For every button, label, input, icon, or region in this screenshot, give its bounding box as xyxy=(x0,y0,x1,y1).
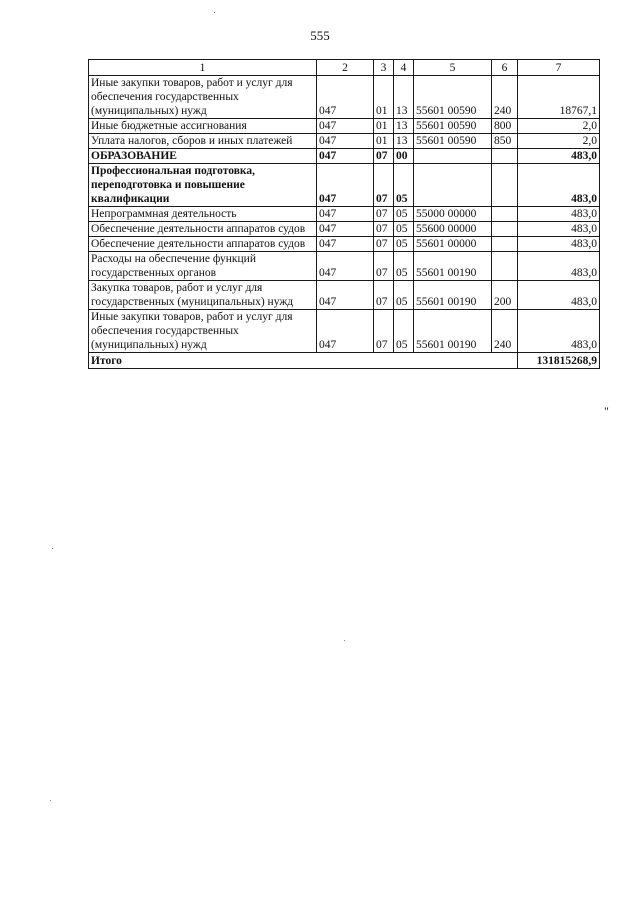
cell-amount: 483,0 xyxy=(518,149,600,164)
table-row xyxy=(89,237,600,252)
cell-ved: 047 xyxy=(317,207,374,222)
table-row xyxy=(89,164,600,207)
cell-name: Непрограммная деятельность xyxy=(89,207,317,222)
cell-vr xyxy=(492,222,518,237)
cell-ved: 047 xyxy=(317,149,374,164)
total-row xyxy=(89,353,600,369)
scan-speck xyxy=(52,548,53,549)
cell-pr: 13 xyxy=(394,134,414,149)
cell-ved: 047 xyxy=(317,119,374,134)
column-header: 7 xyxy=(518,60,600,76)
cell-csr xyxy=(414,164,492,207)
budget-table xyxy=(88,59,600,369)
cell-pr: 05 xyxy=(394,164,414,207)
cell-rz: 07 xyxy=(374,149,394,164)
cell-vr xyxy=(492,149,518,164)
scan-speck xyxy=(214,12,215,13)
cell-rz: 01 xyxy=(374,134,394,149)
closing-quote: " xyxy=(604,404,609,418)
column-header: 4 xyxy=(394,60,414,76)
scan-speck xyxy=(50,800,51,801)
cell-name: Расходы на обеспечение функций государственных органов xyxy=(89,252,317,281)
table-row xyxy=(89,119,600,134)
cell-vr: 240 xyxy=(492,76,518,119)
cell-amount: 2,0 xyxy=(518,134,600,149)
cell-rz: 07 xyxy=(374,207,394,222)
cell-csr: 55601 00590 xyxy=(414,119,492,134)
cell-rz: 07 xyxy=(374,237,394,252)
cell-name: Иные закупки товаров, работ и услуг для обеспечения государственных (муниципальных) нужд xyxy=(89,76,317,119)
cell-csr: 55601 00590 xyxy=(414,76,492,119)
total-label: Итого xyxy=(89,353,518,369)
cell-ved: 047 xyxy=(317,164,374,207)
table-row xyxy=(89,207,600,222)
cell-rz: 01 xyxy=(374,76,394,119)
cell-csr: 55000 00000 xyxy=(414,207,492,222)
cell-amount: 483,0 xyxy=(518,237,600,252)
cell-ved: 047 xyxy=(317,237,374,252)
table-row xyxy=(89,252,600,281)
table-row xyxy=(89,149,600,164)
cell-csr: 55601 00590 xyxy=(414,134,492,149)
cell-rz: 07 xyxy=(374,310,394,353)
cell-rz: 07 xyxy=(374,164,394,207)
page-number: 555 xyxy=(310,28,330,43)
cell-csr: 55600 00000 xyxy=(414,222,492,237)
cell-name: Обеспечение деятельности аппаратов судов xyxy=(89,237,317,252)
cell-ved: 047 xyxy=(317,76,374,119)
cell-name: Профессиональная подготовка, переподготовка и повышение квалификации xyxy=(89,164,317,207)
cell-amount: 2,0 xyxy=(518,119,600,134)
cell-pr: 05 xyxy=(394,222,414,237)
cell-vr xyxy=(492,164,518,207)
cell-vr xyxy=(492,207,518,222)
cell-pr: 13 xyxy=(394,119,414,134)
cell-name: Закупка товаров, работ и услуг для государственных (муниципальных) нужд xyxy=(89,281,317,310)
cell-csr: 55601 00190 xyxy=(414,310,492,353)
column-header: 5 xyxy=(414,60,492,76)
cell-name: ОБРАЗОВАНИЕ xyxy=(89,149,317,164)
cell-rz: 07 xyxy=(374,281,394,310)
cell-ved: 047 xyxy=(317,134,374,149)
cell-vr: 200 xyxy=(492,281,518,310)
cell-amount: 18767,1 xyxy=(518,76,600,119)
table-header-row xyxy=(89,60,600,76)
table-row xyxy=(89,222,600,237)
column-header: 6 xyxy=(492,60,518,76)
table-row xyxy=(89,281,600,310)
total-amount: 131815268,9 xyxy=(518,353,600,369)
cell-csr xyxy=(414,149,492,164)
cell-pr: 05 xyxy=(394,237,414,252)
cell-vr xyxy=(492,237,518,252)
cell-csr: 55601 00000 xyxy=(414,237,492,252)
cell-rz: 07 xyxy=(374,252,394,281)
cell-name: Обеспечение деятельности аппаратов судов xyxy=(89,222,317,237)
cell-pr: 05 xyxy=(394,281,414,310)
cell-name: Иные закупки товаров, работ и услуг для обеспечения государственных (муниципальных) нужд xyxy=(89,310,317,353)
cell-amount: 483,0 xyxy=(518,310,600,353)
cell-vr xyxy=(492,252,518,281)
table-row xyxy=(89,76,600,119)
cell-pr: 05 xyxy=(394,252,414,281)
cell-pr: 05 xyxy=(394,207,414,222)
cell-name: Уплата налогов, сборов и иных платежей xyxy=(89,134,317,149)
cell-amount: 483,0 xyxy=(518,207,600,222)
cell-rz: 01 xyxy=(374,119,394,134)
table-row xyxy=(89,134,600,149)
cell-pr: 05 xyxy=(394,310,414,353)
cell-rz: 07 xyxy=(374,222,394,237)
scan-speck xyxy=(344,640,345,641)
cell-csr: 55601 00190 xyxy=(414,281,492,310)
cell-ved: 047 xyxy=(317,222,374,237)
column-header: 2 xyxy=(317,60,374,76)
table-row xyxy=(89,310,600,353)
cell-csr: 55601 00190 xyxy=(414,252,492,281)
column-header: 1 xyxy=(89,60,317,76)
cell-name: Иные бюджетные ассигнования xyxy=(89,119,317,134)
cell-ved: 047 xyxy=(317,252,374,281)
cell-vr: 850 xyxy=(492,134,518,149)
cell-pr: 00 xyxy=(394,149,414,164)
cell-amount: 483,0 xyxy=(518,281,600,310)
cell-amount: 483,0 xyxy=(518,222,600,237)
cell-vr: 800 xyxy=(492,119,518,134)
cell-vr: 240 xyxy=(492,310,518,353)
column-header: 3 xyxy=(374,60,394,76)
cell-amount: 483,0 xyxy=(518,252,600,281)
cell-amount: 483,0 xyxy=(518,164,600,207)
cell-pr: 13 xyxy=(394,76,414,119)
cell-ved: 047 xyxy=(317,310,374,353)
cell-ved: 047 xyxy=(317,281,374,310)
